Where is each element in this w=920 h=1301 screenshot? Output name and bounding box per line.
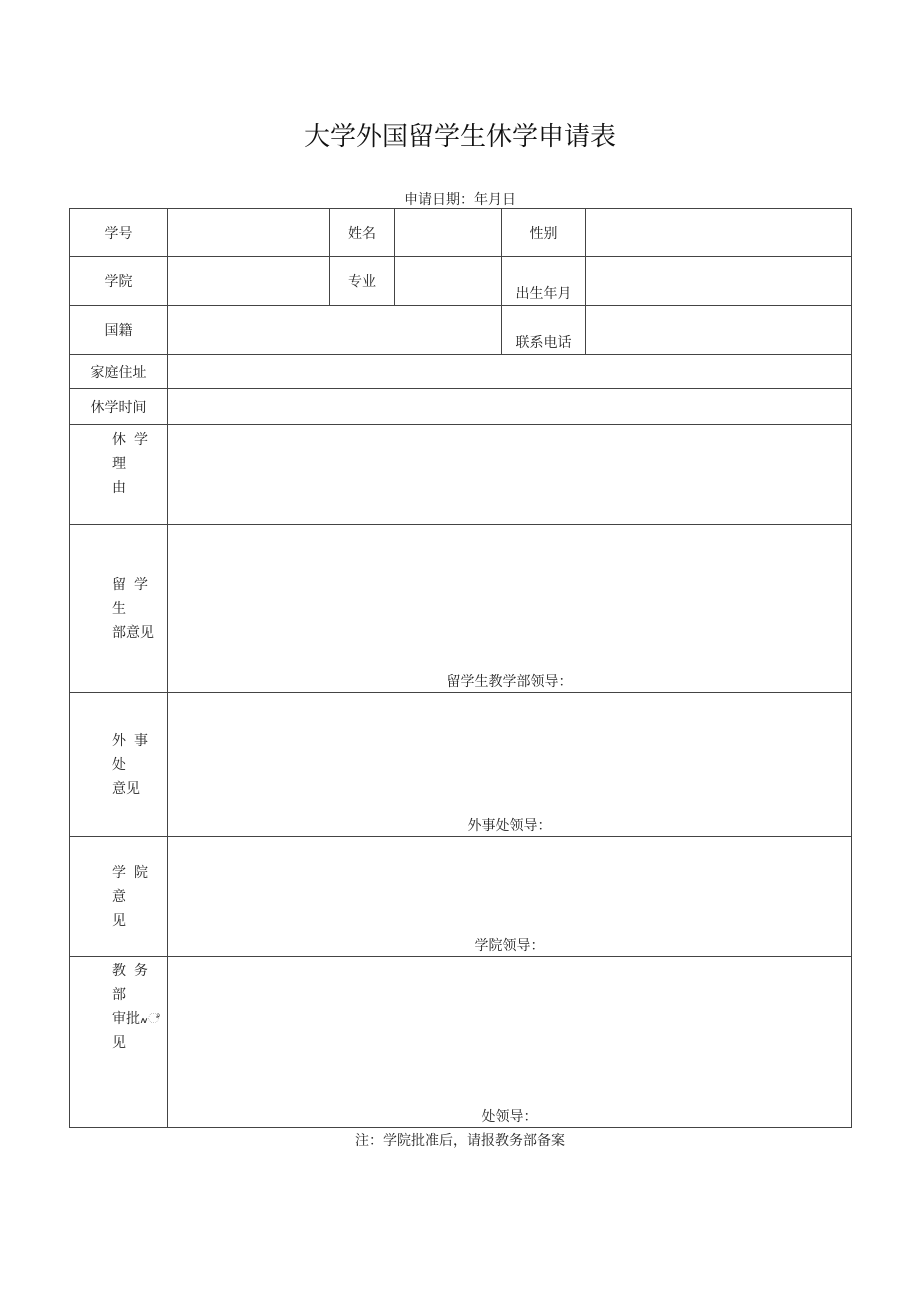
- intl-dept-label-line1: 留学生: [112, 576, 156, 617]
- name-field[interactable]: [395, 209, 502, 257]
- reason-label-line1: 休学理: [112, 432, 156, 472]
- address-field[interactable]: [168, 355, 852, 389]
- birth-label: 出生年月: [502, 257, 586, 306]
- phone-field[interactable]: [586, 306, 852, 355]
- academic-approval-label: [70, 957, 168, 1128]
- intl-dept-label-line2: 部意见: [112, 624, 154, 641]
- nationality-label: 国籍: [70, 306, 168, 355]
- academic-label-line1: 教务部: [112, 963, 156, 1003]
- college-field[interactable]: [168, 257, 330, 306]
- academic-signature-label: 处领导：: [481, 1109, 538, 1125]
- foreign-affairs-opinion-label: [70, 693, 168, 837]
- suspension-form-table: [69, 208, 852, 1128]
- major-label: 专业: [330, 257, 395, 306]
- academic-label-line3: 见: [112, 1035, 126, 1051]
- foreign-affairs-signature-label: 外事处领导：: [467, 818, 552, 834]
- academic-label-line2: 审批៷ೆ: [112, 1011, 160, 1027]
- student-id-field[interactable]: [168, 209, 330, 257]
- form-title: 大学外国留学生休学申请表: [303, 122, 616, 152]
- phone-label: 联系电话: [502, 306, 586, 355]
- gender-field[interactable]: [586, 209, 852, 257]
- college-signature-label: 学院领导：: [474, 938, 545, 954]
- reason-label-line2: 由: [112, 480, 126, 496]
- academic-approval-field[interactable]: [168, 957, 852, 1128]
- intl-dept-signature-label: 留学生教学部领导：: [446, 674, 573, 690]
- gender-label: 性别: [502, 209, 586, 257]
- reason-field[interactable]: [168, 425, 852, 525]
- nationality-field[interactable]: [168, 306, 502, 355]
- major-field[interactable]: [395, 257, 502, 306]
- college-opinion-field[interactable]: [168, 837, 852, 957]
- apply-date: 申请日期：年月日: [404, 192, 516, 208]
- intl-dept-opinion-field[interactable]: [168, 525, 852, 693]
- college-label: 学院: [70, 257, 168, 306]
- birth-field[interactable]: [586, 257, 852, 306]
- foreign-affairs-opinion-field[interactable]: [168, 693, 852, 837]
- footer-note: 注：学院批准后，请报教务部备案: [355, 1133, 565, 1149]
- reason-label: [70, 425, 168, 525]
- name-label: 姓名: [330, 209, 395, 257]
- foreign-affairs-label-line1: 外事处: [112, 732, 156, 773]
- intl-dept-opinion-label: [70, 525, 168, 693]
- suspension-time-field[interactable]: [168, 389, 852, 425]
- college-opinion-label: [70, 837, 168, 957]
- student-id-label: 学号: [70, 209, 168, 257]
- college-opinion-label-line2: 见: [112, 912, 126, 929]
- foreign-affairs-label-line2: 意见: [112, 780, 140, 797]
- address-label: 家庭住址: [70, 355, 168, 389]
- college-opinion-label-line1: 学院意: [112, 864, 156, 905]
- suspension-time-label: 休学时间: [70, 389, 168, 425]
